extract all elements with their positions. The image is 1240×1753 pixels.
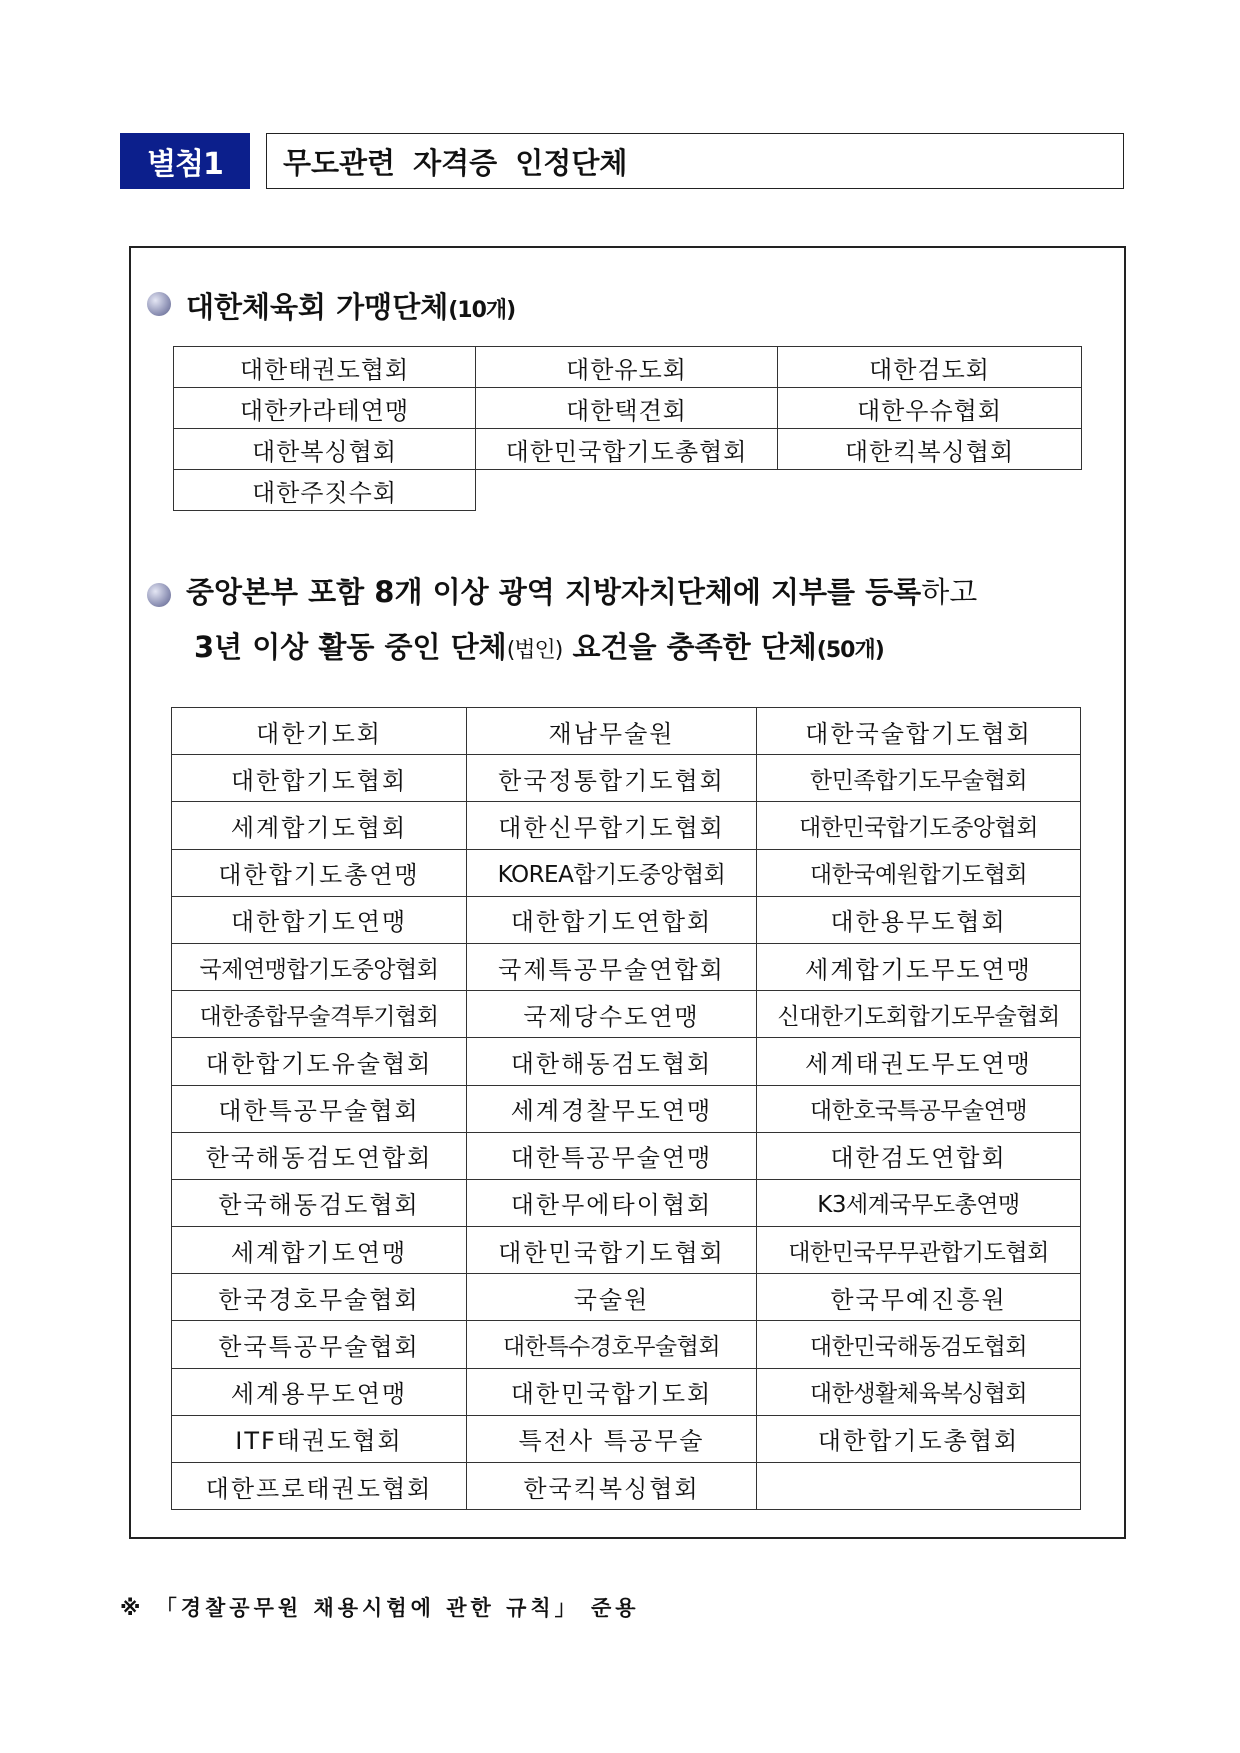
table-cell: 세계합기도무도연맹 xyxy=(757,943,1081,990)
table-cell: 대한복싱협회 xyxy=(174,429,476,470)
section2-line2-b: 요건을 충족한 단체 xyxy=(562,630,817,664)
table-row xyxy=(172,755,1081,802)
table-cell: 한국킥복싱협회 xyxy=(467,1463,757,1510)
section2-heading-line1 xyxy=(186,570,977,611)
table-row xyxy=(172,896,1081,943)
table-cell: 한민족합기도무술협회 xyxy=(757,755,1081,802)
table-row xyxy=(172,991,1081,1038)
table-cell: 대한합기도협회 xyxy=(172,755,467,802)
table-cell: 대한특공무술연맹 xyxy=(467,1132,757,1179)
table-row xyxy=(172,802,1081,849)
table-cell: 국제당수도연맹 xyxy=(467,991,757,1038)
table-row xyxy=(172,1085,1081,1132)
table-cell: K3세계국무도총연맹 xyxy=(757,1179,1081,1226)
table-cell xyxy=(476,470,778,511)
table-row xyxy=(172,1463,1081,1510)
table-cell: 대한민국합기도중앙협회 xyxy=(757,802,1081,849)
footnote: ※ 「경찰공무원 채용시험에 관한 규칙」 준용 xyxy=(120,1596,640,1620)
table-cell: 한국무예진흥원 xyxy=(757,1274,1081,1321)
table-cell: 세계경찰무도연맹 xyxy=(467,1085,757,1132)
table-row xyxy=(172,1038,1081,1085)
table-row xyxy=(174,388,1082,429)
table-cell: 대한생활체육복싱협회 xyxy=(757,1368,1081,1415)
table-row xyxy=(174,429,1082,470)
table-cell: 특전사 특공무술 xyxy=(467,1415,757,1462)
table-cell: 대한특공무술협회 xyxy=(172,1085,467,1132)
section2-heading-line2 xyxy=(194,625,884,666)
table-cell: 대한용무도협회 xyxy=(757,896,1081,943)
table-row xyxy=(172,943,1081,990)
table-cell: 대한유도회 xyxy=(476,347,778,388)
table-row xyxy=(172,1227,1081,1274)
section1-title: 대한체육회 가맹단체 xyxy=(186,290,449,324)
table-cell: 대한민국해동검도협회 xyxy=(757,1321,1081,1368)
table-row xyxy=(172,1368,1081,1415)
table-cell: 국술원 xyxy=(467,1274,757,1321)
table-cell: KOREA합기도중앙협회 xyxy=(467,849,757,896)
section1-heading xyxy=(186,285,515,326)
table-row xyxy=(172,1179,1081,1226)
table-cell: 대한합기도총협회 xyxy=(757,1415,1081,1462)
table-cell: 한국해동검도협회 xyxy=(172,1179,467,1226)
section2-line2-a: 3년 이상 활동 중인 단체 xyxy=(194,630,507,664)
page-title xyxy=(266,133,1124,189)
table-cell: 대한무에타이협회 xyxy=(467,1179,757,1226)
table-cell: 세계합기도연맹 xyxy=(172,1227,467,1274)
table-cell: 대한킥복싱협회 xyxy=(778,429,1082,470)
table-cell: 재남무술원 xyxy=(467,708,757,755)
table-cell: 대한카라테연맹 xyxy=(174,388,476,429)
table-cell: 대한합기도연합회 xyxy=(467,896,757,943)
table-cell: 대한주짓수회 xyxy=(174,470,476,511)
table-row xyxy=(172,849,1081,896)
table-cell: 세계합기도협회 xyxy=(172,802,467,849)
table-row xyxy=(172,1321,1081,1368)
bullet-icon xyxy=(147,292,171,316)
table-cell: 대한검도회 xyxy=(778,347,1082,388)
table-cell: 한국해동검도연합회 xyxy=(172,1132,467,1179)
table-cell: 대한국예원합기도협회 xyxy=(757,849,1081,896)
table-cell: 대한민국합기도총협회 xyxy=(476,429,778,470)
table-cell: 세계용무도연맹 xyxy=(172,1368,467,1415)
table-cell: 국제연맹합기도중앙협회 xyxy=(172,943,467,990)
table-cell: 대한태권도협회 xyxy=(174,347,476,388)
table-row xyxy=(172,1274,1081,1321)
table-cell: 대한프로태권도협회 xyxy=(172,1463,467,1510)
table-row xyxy=(172,1132,1081,1179)
table-cell: 대한민국무무관합기도협회 xyxy=(757,1227,1081,1274)
table-cell: 대한합기도연맹 xyxy=(172,896,467,943)
table-cell: 대한호국특공무술연맹 xyxy=(757,1085,1081,1132)
table-cell: 대한택견회 xyxy=(476,388,778,429)
table-row xyxy=(172,708,1081,755)
table-cell: ITF태권도협회 xyxy=(172,1415,467,1462)
table-cell: 대한신무합기도협회 xyxy=(467,802,757,849)
table-cell: 대한국술합기도협회 xyxy=(757,708,1081,755)
table-cell xyxy=(757,1463,1081,1510)
table-cell: 세계태권도무도연맹 xyxy=(757,1038,1081,1085)
table-cell: 대한기도회 xyxy=(172,708,467,755)
table-row xyxy=(174,470,1082,511)
regional-organizations-table xyxy=(171,707,1081,1510)
table-cell: 대한특수경호무술협회 xyxy=(467,1321,757,1368)
section2-line1-normal: 하고 xyxy=(921,575,978,609)
table-cell: 대한우슈협회 xyxy=(778,388,1082,429)
sports-council-table xyxy=(173,346,1082,511)
table-cell: 한국경호무술협회 xyxy=(172,1274,467,1321)
table-cell xyxy=(778,470,1082,511)
table-cell: 대한해동검도협회 xyxy=(467,1038,757,1085)
page-title-text: 무도관련 자격증 인정단체 xyxy=(283,145,628,180)
attachment-badge: 별첨1 xyxy=(120,133,250,189)
table-cell: 한국정통합기도협회 xyxy=(467,755,757,802)
table-cell: 대한종합무술격투기협회 xyxy=(172,991,467,1038)
table-cell: 한국특공무술협회 xyxy=(172,1321,467,1368)
section2-count: (50개) xyxy=(816,638,884,663)
table-cell: 대한합기도총연맹 xyxy=(172,849,467,896)
bullet-icon xyxy=(147,583,171,607)
section1-count: (10개) xyxy=(448,298,516,323)
table-row xyxy=(174,347,1082,388)
table-cell: 신대한기도회합기도무술협회 xyxy=(757,991,1081,1038)
section2-line2-paren: (법인) xyxy=(506,638,563,663)
table-cell: 대한민국합기도회 xyxy=(467,1368,757,1415)
table-cell: 국제특공무술연합회 xyxy=(467,943,757,990)
table-cell: 대한민국합기도협회 xyxy=(467,1227,757,1274)
section2-line1-bold: 중앙본부 포함 8개 이상 광역 지방자치단체에 지부를 등록 xyxy=(186,575,922,609)
table-cell: 대한검도연합회 xyxy=(757,1132,1081,1179)
table-cell: 대한합기도유술협회 xyxy=(172,1038,467,1085)
table-row xyxy=(172,1415,1081,1462)
